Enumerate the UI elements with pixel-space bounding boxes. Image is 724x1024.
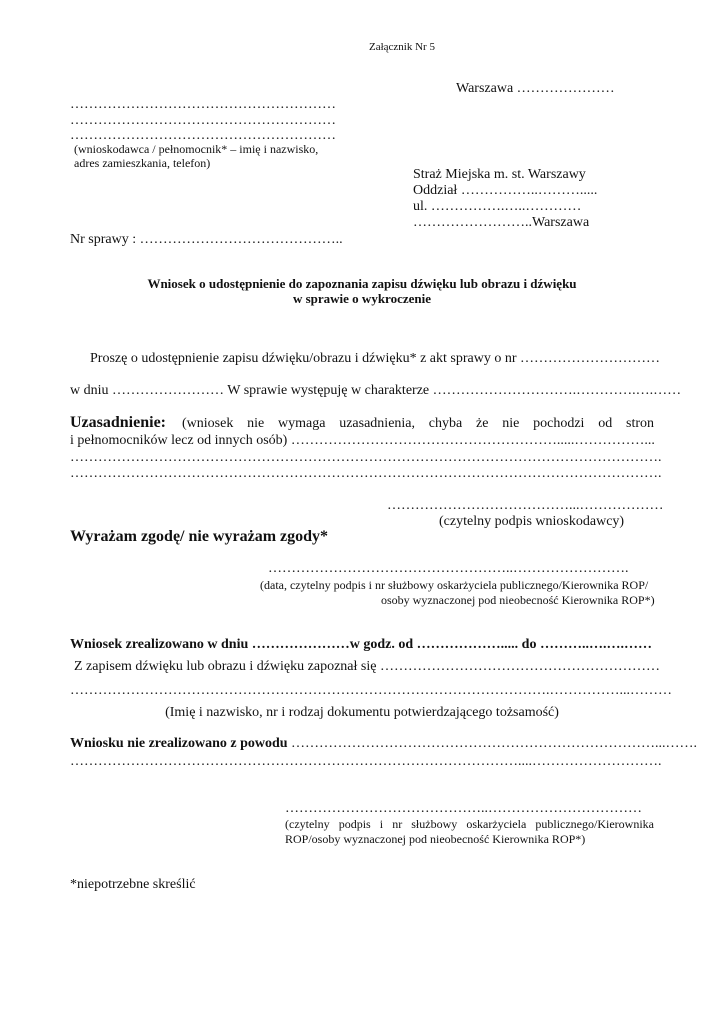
justification-row: [70, 414, 654, 432]
applicant-signature-caption: (czytelny podpis wnioskodawcy): [439, 514, 625, 529]
viewer-caption: (Imię i nazwisko, nr i rodzaj dokumentu potwierdzającego tożsamość): [165, 705, 559, 720]
justification-note-2[interactable]: i pełnomocników lecz od innych osób) ………………………………………………….....……………...: [70, 433, 655, 448]
justification-label: Uzasadnienie:: [70, 414, 166, 431]
applicant-caption-2: adres zamieszkania, telefon): [74, 156, 211, 170]
officer-signature-field[interactable]: ……………………………………..……………………………: [285, 801, 642, 816]
place-date-field[interactable]: Warszawa …………………: [456, 81, 615, 96]
viewer-dots[interactable]: ………………………………………………………………………………………….……………...………: [70, 683, 672, 698]
not-realized-reason-field[interactable]: ……………………………………………………………………...…….: [291, 736, 698, 751]
recipient-street[interactable]: ul. …………….…..…………: [413, 199, 582, 214]
officer-caption-2: ROP/osoby wyznaczonej pod nieobecność Kierownika ROP*): [285, 832, 586, 846]
justification-dots-2[interactable]: ……………………………………………………………………………………………………………….: [70, 466, 662, 481]
request-line-2[interactable]: w dniu …………………… W sprawie występuję w charakterze ………………………….………….….……: [70, 383, 682, 398]
attachment-label: Załącznik Nr 5: [369, 41, 435, 53]
request-line-1[interactable]: Proszę o udostępnienie zapisu dźwięku/obrazu i dźwięku* z akt sprawy o nr …………………………: [90, 351, 660, 366]
not-realized-row: [70, 736, 697, 752]
not-realized-label: Wniosku nie zrealizowano z powodu: [70, 736, 288, 751]
document-title-line-1: Wniosek o udostępnienie do zapoznania zapisu dźwięku lub obrazu i dźwięku: [147, 276, 577, 291]
consent-caption-2: osoby wyznaczonej pod nieobecność Kierownika ROP*): [381, 593, 655, 607]
officer-caption-1: (czytelny podpis i nr służbowy oskarżyciela publicznego/Kierownika: [285, 817, 654, 831]
recipient-branch[interactable]: Oddział ……………..……….....: [413, 183, 598, 198]
applicant-signature-field[interactable]: …………………………………...………………: [387, 498, 664, 513]
not-realized-dots-2[interactable]: ……………………………………………………………………………………....……………………….: [70, 754, 662, 769]
viewer-line[interactable]: Z zapisem dźwięku lub obrazu i dźwięku zapoznał się ……………………………………………………: [74, 659, 660, 674]
justification-dots-1[interactable]: ……………………………………………………………………………………………………………….: [70, 450, 662, 465]
case-number-field[interactable]: Nr sprawy : ……………………………………..: [70, 232, 343, 247]
document-title-line-2: w sprawie o wykroczenie: [292, 291, 432, 306]
consent-caption-1: (data, czytelny podpis i nr służbowy oskarżyciela publicznego/Kierownika ROP/: [260, 578, 649, 592]
applicant-line-1[interactable]: …………………………………………………: [70, 97, 336, 112]
recipient-name: Straż Miejska m. st. Warszawy: [413, 167, 586, 182]
applicant-caption-1: (wnioskodawca / pełnomocnik* – imię i nazwisko,: [74, 142, 319, 156]
consent-label: Wyrażam zgodę/ nie wyrażam zgody*: [70, 528, 329, 545]
applicant-line-2[interactable]: …………………………………………………: [70, 113, 336, 128]
applicant-line-3[interactable]: …………………………………………………: [70, 128, 336, 143]
recipient-city[interactable]: ……………………..Warszawa: [413, 215, 590, 230]
justification-note-1: (wniosek nie wymaga uzasadnienia, chyba że nie pochodzi od stron: [182, 416, 654, 431]
realized-line[interactable]: Wniosek zrealizowano w dniu …………………w godz. od ………………..... do ………..….….……: [70, 637, 652, 652]
footnote: *niepotrzebne skreślić: [70, 877, 196, 892]
consent-signature-field[interactable]: ……………………………………………..…………………….: [268, 561, 629, 576]
